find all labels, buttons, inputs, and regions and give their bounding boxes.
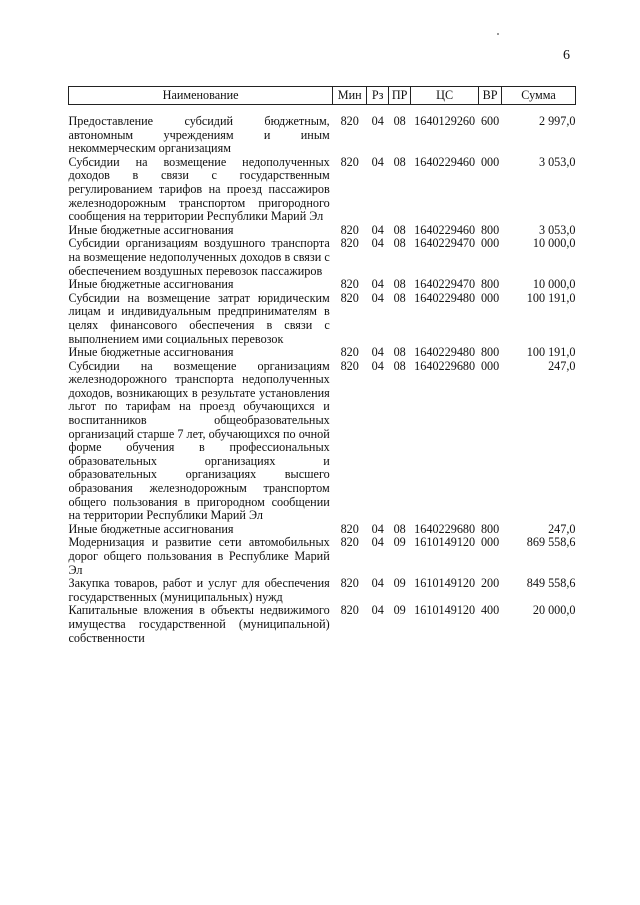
cell-name: Субсидии на возмещение недополученных доходов в связи с государственным регулированием тарифов на проезд пассажиров железнодорожным транспортом пригородного сообщения на территории Республики Марий Эл — [68, 154, 330, 224]
header-cs: ЦС — [411, 87, 479, 105]
header-name: Наименование — [69, 87, 333, 105]
cell-pr: 08 — [393, 345, 406, 360]
cell-rz: 04 — [371, 277, 384, 292]
cell-cs: 1640229470 — [414, 236, 476, 251]
table-row — [69, 523, 576, 537]
header-sum: Сумма — [502, 87, 576, 105]
cell-pr: 08 — [393, 222, 406, 237]
cell-rz: 04 — [371, 576, 384, 591]
cell-vr: 800 — [480, 277, 500, 292]
cell-sum: 100 191,0 — [526, 345, 576, 360]
header-vr: ВР — [479, 87, 502, 105]
page-number: 6 — [563, 48, 570, 63]
cell-vr: 000 — [480, 290, 500, 305]
cell-name: Закупка товаров, работ и услуг для обеспечения государственных (муниципальных) нужд — [68, 576, 330, 604]
cell-rz: 04 — [371, 535, 384, 550]
cell-sum: 3 053,0 — [538, 154, 576, 169]
header-min: Мин — [333, 87, 367, 105]
cell-pr: 09 — [393, 576, 406, 591]
header-rz: Рз — [367, 87, 389, 105]
cell-sum: 10 000,0 — [532, 236, 576, 251]
cell-vr: 800 — [480, 345, 500, 360]
cell-name: Модернизация и развитие сети автомобильных дорог общего пользования в Республике Марий Эл — [68, 535, 330, 577]
cell-vr: 600 — [480, 114, 500, 128]
cell-sum: 2 997,0 — [538, 114, 576, 128]
cell-vr: 000 — [480, 236, 500, 251]
cell-min: 820 — [340, 345, 359, 360]
cell-name: Иные бюджетные ассигнования — [68, 345, 234, 360]
cell-rz: 04 — [371, 222, 384, 237]
cell-pr: 08 — [393, 277, 406, 292]
cell-sum: 247,0 — [548, 521, 576, 536]
cell-name: Предоставление субсидий бюджетным, автономным учреждениям и иным некоммерческим организациям — [68, 114, 330, 156]
table-row — [69, 237, 576, 278]
cell-name: Иные бюджетные ассигнования — [68, 222, 234, 237]
cell-pr: 08 — [393, 114, 406, 128]
table-row — [69, 577, 576, 604]
cell-sum: 100 191,0 — [526, 290, 576, 305]
cell-min: 820 — [340, 358, 359, 373]
cell-name: Капитальные вложения в объекты недвижимого имущества государственной (муниципальной) собственности — [68, 603, 330, 645]
cell-name: Субсидии на возмещение организациям железнодорожного транспорта недополученных доходов, возникающих в результате установления льгот по тарифам на проезд обучающихся и воспитанников общеобразовательных организаций старше 7 лет, обучающихся по очной форме обучения в профессиональных образовательных организациях и образовательных организациях высшего образования железнодорожным транспортом общего пользования в пригородном сообщении на территории Республики Марий Эл — [68, 358, 330, 523]
cell-min: 820 — [340, 576, 359, 591]
cell-min: 820 — [340, 222, 359, 237]
cell-pr: 09 — [393, 535, 406, 550]
cell-min: 820 — [340, 154, 359, 169]
budget-table — [68, 86, 576, 645]
table-row — [69, 292, 576, 346]
cell-min: 820 — [340, 521, 359, 536]
cell-vr: 400 — [480, 603, 500, 618]
table-row — [69, 360, 576, 523]
header-pr: ПР — [389, 87, 411, 105]
table-row — [69, 156, 576, 224]
cell-pr: 08 — [393, 290, 406, 305]
cell-min: 820 — [340, 114, 359, 128]
cell-cs: 1610149120 — [414, 535, 476, 550]
table-row — [69, 604, 576, 645]
table-row — [69, 536, 576, 577]
table-header-row — [69, 87, 576, 105]
cell-cs: 1640229460 — [414, 222, 476, 237]
cell-name: Иные бюджетные ассигнования — [68, 277, 234, 292]
cell-min: 820 — [340, 277, 359, 292]
cell-cs: 1640229680 — [414, 521, 476, 536]
cell-name: Субсидии организациям воздушного транспорта на возмещение недополученных доходов в связи с обеспечением воздушных перевозок пассажиров — [68, 236, 330, 278]
cell-sum: 247,0 — [548, 358, 576, 373]
cell-rz: 04 — [371, 290, 384, 305]
cell-pr: 08 — [393, 154, 406, 169]
cell-vr: 000 — [480, 154, 500, 169]
cell-name: Субсидии на возмещение затрат юридическим лицам и индивидуальным предпринимателям в целях финансового обеспечения в связи с выполнением ими социальных перевозок — [68, 290, 330, 346]
table-row — [69, 278, 576, 292]
cell-cs: 1640229460 — [414, 154, 476, 169]
cell-min: 820 — [340, 603, 359, 618]
cell-cs: 1640229480 — [414, 345, 476, 360]
cell-vr: 800 — [480, 222, 500, 237]
scan-speck — [497, 33, 499, 35]
cell-vr: 000 — [480, 535, 500, 550]
cell-rz: 04 — [371, 603, 384, 618]
cell-rz: 04 — [371, 236, 384, 251]
cell-cs: 1640229480 — [414, 290, 476, 305]
cell-pr: 08 — [393, 236, 406, 251]
cell-vr: 000 — [480, 358, 500, 373]
cell-sum: 3 053,0 — [538, 222, 576, 237]
cell-rz: 04 — [371, 154, 384, 169]
cell-rz: 04 — [371, 521, 384, 536]
cell-min: 820 — [340, 535, 359, 550]
cell-sum: 10 000,0 — [532, 277, 576, 292]
cell-vr: 200 — [480, 576, 500, 591]
table-row — [69, 346, 576, 360]
cell-cs: 1610149120 — [414, 603, 476, 618]
cell-sum: 20 000,0 — [532, 603, 576, 618]
table-row — [69, 105, 576, 156]
cell-min: 820 — [340, 290, 359, 305]
cell-rz: 04 — [371, 114, 384, 128]
cell-vr: 800 — [480, 521, 500, 536]
cell-name: Иные бюджетные ассигнования — [68, 521, 234, 536]
cell-sum: 869 558,6 — [526, 535, 576, 550]
cell-cs: 1610149120 — [414, 576, 476, 591]
cell-sum: 849 558,6 — [526, 576, 576, 591]
cell-pr: 09 — [393, 603, 406, 618]
cell-pr: 08 — [393, 358, 406, 373]
cell-min: 820 — [340, 236, 359, 251]
table-row — [69, 224, 576, 238]
cell-cs: 1640229470 — [414, 277, 476, 292]
cell-cs: 1640229680 — [414, 358, 476, 373]
cell-rz: 04 — [371, 358, 384, 373]
cell-rz: 04 — [371, 345, 384, 360]
cell-pr: 08 — [393, 521, 406, 536]
cell-cs: 1640129260 — [414, 114, 476, 128]
